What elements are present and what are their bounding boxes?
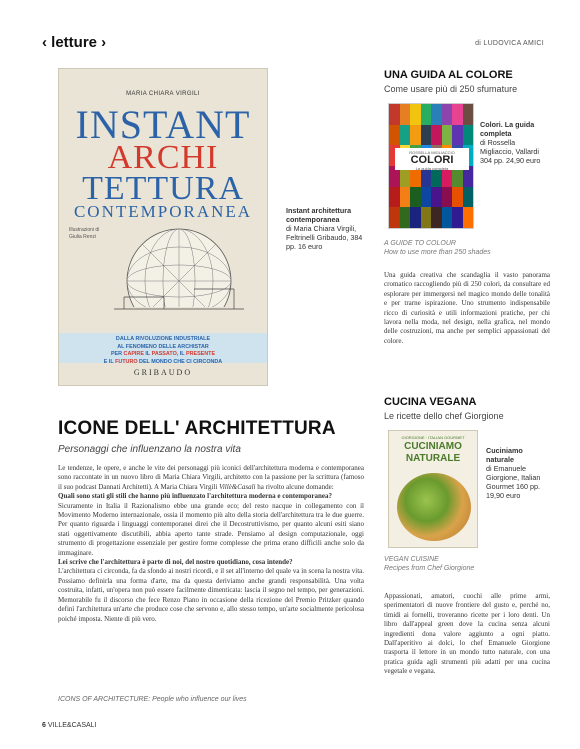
color-swatch [442,207,453,228]
english-subtitle: Recipes from Chef Giorgione [384,565,475,572]
interview-question: Lei scrive che l'architettura è parte di noi, del nostro quotidiano, cosa intende? [58,558,293,567]
caption-title: Cuciniamo naturale [486,446,523,464]
colori-subheading: Come usare più di 250 sfumature [384,84,518,94]
color-swatch [452,125,463,146]
section-label: ‹ letture › [42,34,107,51]
colori-cover-subtitle: La guida completa [415,166,449,171]
tagline-text: E IL [103,358,116,365]
article-paragraph [58,464,364,492]
cover-title-line-3: TETTURA [82,170,244,207]
color-swatch [431,207,442,228]
color-swatch [400,104,411,125]
page-footer [42,722,97,729]
colori-body: Una guida creativa che scandaglia il vasto panorama cromatico raccogliendo più di 250 colori, da consultare ed esplorare per immergersi nel magico mondo delle tonalità e per trarne ispirazione. Uno strumento indispensabile ricco di curiosità e utili informazioni pratiche, per chi lavora nella moda, nel design, nella grafica, nel mondo delle costruzioni, ma anche per semplici appassionati del colore. [384,271,550,345]
color-swatch [410,125,421,146]
color-swatch [421,207,432,228]
color-swatch [431,187,442,208]
color-swatch [463,187,474,208]
interview-answer: L'architettura ci circonda, fa da sfondo ai nostri ricordi, e il set all'interno del quale va in scena la nostra vita. Possiamo definirla una forma d'arte, ma da questa deriviamo anche grandi responsabilità. Una volta costruita, infatti, un'opera non può essere facilmente dimenticata: lascia il segno nel tempo, per generazioni. Memorabile fu il discorso che fece Renzo Piano in occasione della ricezione del Premio Pritzker quando definì l'architettura un'arte che produce cose che servono e, allo stesso tempo, un'arte socialmente pericolosa poiché imposta. Niente di più vero. [58,567,364,623]
color-swatch [442,104,453,125]
color-swatch [431,104,442,125]
color-swatch [410,187,421,208]
geodesic-dome-illustration [104,219,254,329]
cover-tagline-line-4 [59,359,267,367]
interview-question: Quali sono stati gli stili che hanno più influenzato l'architettura moderna e contemporanea? [58,492,333,501]
cuciniamo-cover-publisher: GIORGIONE · ITALIAN GOURMET [401,435,465,440]
magazine-name: Villè&Casali [219,482,256,491]
cover-tagline-line-1: DALLA RIVOLUZIONE INDUSTRIALE [115,336,211,342]
cover-title-line-2: ARCHI [107,139,219,176]
book-caption-instant [286,206,366,251]
cover-title-line-1: INSTANT [75,102,251,147]
tagline-text: , IL [176,351,186,357]
book-cover-colori [388,103,474,229]
color-swatch [442,125,453,146]
color-swatch [463,207,474,228]
cuciniamo-cover-title-block [389,431,477,471]
color-swatch [421,104,432,125]
cover-illustrator: Illustrazioni di Giulia Renzi [69,227,100,240]
cover-title-line-4: CONTEMPORANEA [73,202,253,221]
book-caption-colori [480,120,546,165]
tagline-text: DEL MONDO CHE CI CIRCONDA [137,358,223,365]
book-caption-cuciniamo [486,446,552,500]
cover-tagline [59,333,267,363]
book-cover-cuciniamo [388,430,478,548]
book-cover-instant-architettura [58,68,268,386]
colori-heading: UNA GUIDA AL COLORE [384,69,513,81]
color-swatch [463,104,474,125]
color-swatch [421,187,432,208]
vegan-body: Appassionati, amatori, cuochi alle prime armi, sperimentatori di nuove frontiere del gusto e, perché no, timidi ai fornelli, troveranno ricette per i loro denti. Un libro dall'appeal green dove la cucina senza alcuni ingredienti dona valore aggiunto a ogni piatto. Dall'aperitivo ai dolci, lo chef Emanuele Giorgione trasporta il lettore in un mondo tutto naturale, con una pratica guida agli strumenti più adatti per una cucina vegetale e vegana. [384,592,550,676]
english-subtitle: How to use more than 250 shades [384,249,491,256]
vegan-heading: CUCINA VEGANA [384,396,477,408]
english-title: VEGAN CUISINE [384,556,439,563]
english-summary-vegan [384,555,474,573]
color-swatch [400,125,411,146]
caption-details: di Maria Chiara Virgili, Feltrinelli Gribaudo, 384 pp. 16 euro [286,224,363,251]
paragraph-text: ha rivolto alcune domande: [255,482,334,491]
color-swatch [389,125,400,146]
color-swatch [452,104,463,125]
english-summary-colori [384,239,491,257]
cover-author: MARIA CHIARA VIRGILI [126,91,200,97]
colori-cover-author: ROSSELLA MIGLIACCIO [409,150,455,155]
color-swatch [452,207,463,228]
tagline-highlight: PASSATO [151,351,177,357]
caption-title: Instant architettura contemporanea [286,206,352,224]
caption-details: di Rossella Migliaccio, Vallardi 304 pp. 24,90 euro [480,138,541,165]
article-body [58,464,364,624]
colori-cover-label [395,148,469,170]
tagline-text: PER [110,351,124,357]
tagline-highlight: PRESENTE [185,351,216,357]
interview-answer: Sicuramente in Italia il Razionalismo ebbe una grande eco; del resto nacque in collegamento con il Movimento Moderno internazionale, ossia il momento più alto della storia dell'architettura tra le due guerre. Per quanto riguarda i linguaggi contemporanei direi che il Decostruttivismo, per quanto alcuni esiti siano stati oggettivamente discutibili, abbia aperto tante strade. Pensiamo al design computazionale, oggi strumento di progettazione essenziale per gestire forme complesse che prima erano difficili anche solo da immaginare. [58,501,364,557]
color-swatch [421,125,432,146]
magazine-footer-name: VILLE&CASALI [47,722,97,729]
article-subtitle: Personaggi che influenzano la nostra vita [58,444,241,455]
color-swatch [452,187,463,208]
tagline-highlight: CAPIRE [123,351,144,357]
caption-title: Colori. La guida completa [480,120,535,138]
english-title: A GUIDE TO COLOUR [384,240,456,247]
paragraph-text: Le tendenze, le opere, e anche le vite dei personaggi più iconici dell'architettura moderna e contemporanea sono raccontate in un nuovo libro di Maria Chiara Virgili, architetto con la passione per la scrittura (famoso il suo podcast Dannati Architetti). A Maria Chiara Virgili [58,464,364,491]
caption-details: di Emanuele Giorgione, Italian Gourmet 160 pp. 19,90 euro [486,464,541,500]
cuciniamo-cover-title-1: CUCINIAMO [404,441,462,452]
color-swatch [410,104,421,125]
color-swatch [442,187,453,208]
color-swatch [389,187,400,208]
english-summary: ICONS OF ARCHITECTURE: People who influence our lives [58,696,247,703]
cover-tagline-line-2: AL FENOMENO DELLE ARCHISTAR [117,343,209,350]
tagline-text: IL [143,351,152,357]
color-swatch [463,125,474,146]
color-swatch [389,104,400,125]
colori-cover-title: COLORI [410,154,454,166]
tagline-highlight: FUTURO [115,358,138,365]
color-swatch [400,187,411,208]
cover-tagline-line-3 [59,351,267,359]
color-swatch [431,125,442,146]
cover-publisher: GRIBAUDO [133,368,193,377]
byline: di LUDOVICA AMICI [475,40,544,47]
color-swatch [389,207,400,228]
color-swatch [400,207,411,228]
page-number: 6 [42,722,46,729]
vegan-subheading: Le ricette dello chef Giorgione [384,411,504,421]
food-bowl-illustration [397,473,471,541]
cuciniamo-cover-title-2: NATURALE [405,453,461,464]
color-swatch [410,207,421,228]
article-title: ICONE DELL' ARCHITETTURA [58,418,336,439]
